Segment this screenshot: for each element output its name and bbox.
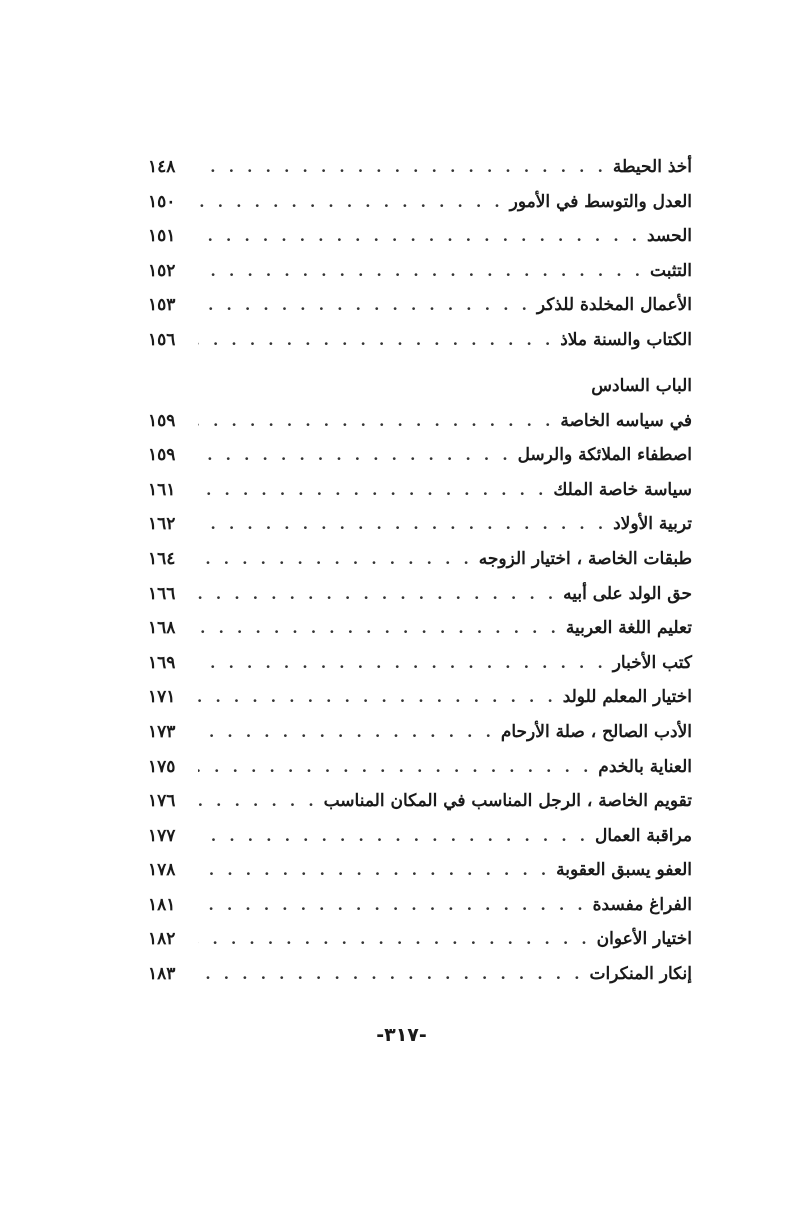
- toc-entry: [148, 150, 692, 185]
- toc-entry-page: ١٧١: [148, 687, 176, 708]
- toc-entry-page: ١٦٢: [148, 514, 176, 535]
- toc-entry-page: ١٦٤: [148, 548, 176, 569]
- toc-entry-title: الفراغ مفسدة: [592, 894, 692, 915]
- dot-leader: [198, 957, 583, 992]
- toc-entry-title: الأعمال المخلدة للذكر: [536, 295, 692, 316]
- toc-entry-title: العدل والتوسط في الأمور: [509, 191, 692, 212]
- toc-entry-title: حق الولد على أبيه: [563, 583, 692, 604]
- toc-entry-page: ١٧٨: [148, 860, 176, 881]
- toc-entry-title: كتب الأخبار: [612, 652, 692, 673]
- dot-leader: [198, 646, 607, 681]
- toc-entry-page: ١٨١: [148, 894, 176, 915]
- chapter-heading: الباب السادس: [591, 375, 692, 396]
- toc-entry: [148, 957, 692, 992]
- dot-leader: [198, 819, 589, 854]
- dot-leader: [198, 577, 557, 612]
- toc-entry: [148, 288, 692, 323]
- toc-entry-title: العفو يسبق العقوبة: [556, 860, 692, 881]
- toc-entry: [148, 922, 692, 957]
- toc-entry: [148, 254, 692, 289]
- dot-leader: [198, 888, 587, 923]
- dot-leader: [198, 473, 547, 508]
- toc-entry-title: مراقبة العمال: [595, 825, 692, 846]
- toc-entry-title: تقويم الخاصة ، الرجل المناسب في المكان المناسب: [323, 791, 692, 812]
- toc-entry-page: ١٦٨: [148, 618, 176, 639]
- dot-leader: [198, 542, 473, 577]
- dot-leader: [198, 750, 592, 785]
- toc-entry-title: طبقات الخاصة ، اختيار الزوجه: [478, 548, 692, 569]
- toc-entry: [148, 646, 692, 681]
- toc-entry: [148, 750, 692, 785]
- toc-entry-page: ١٥٩: [148, 445, 176, 466]
- dot-leader: [198, 853, 550, 888]
- dot-leader: [198, 680, 557, 715]
- toc-entry-page: ١٥٦: [148, 329, 176, 350]
- dot-leader: [198, 784, 318, 819]
- dot-leader: [198, 507, 607, 542]
- dot-leader: [198, 219, 641, 254]
- toc-entry-title: التثبت: [650, 260, 692, 281]
- toc-entry: [148, 784, 692, 819]
- toc-entry: [148, 680, 692, 715]
- toc-entry-title: اصطفاء الملائكة والرسل: [517, 445, 692, 466]
- toc-entry-title: الكتاب والسنة ملاذ: [560, 329, 692, 350]
- toc-entry-page: ١٧٧: [148, 825, 176, 846]
- toc-entry-page: ١٥٣: [148, 295, 176, 316]
- toc-entry: [148, 577, 692, 612]
- toc-entry-page: ١٦١: [148, 479, 176, 500]
- toc-entry-page: ١٦٩: [148, 652, 176, 673]
- dot-leader: [198, 185, 504, 220]
- dot-leader: [198, 288, 531, 323]
- toc-entry-page: ١٥٩: [148, 410, 176, 431]
- toc-entry-page: ١٥٠: [148, 191, 176, 212]
- toc-entry-title: سياسة خاصة الملك: [553, 479, 692, 500]
- toc-entry: [148, 219, 692, 254]
- toc-entry: [148, 853, 692, 888]
- toc-entry-page: ١٤٨: [148, 157, 176, 177]
- toc-entry: [148, 185, 692, 220]
- toc-entry-title: اختيار المعلم للولد: [562, 687, 692, 708]
- table-of-contents: [148, 150, 692, 992]
- toc-entry-page: ١٥١: [148, 226, 176, 247]
- toc-entry: [148, 438, 692, 473]
- toc-entry-title: في سياسه الخاصة: [560, 410, 692, 431]
- toc-entry-title: أخذ الحيطة: [612, 157, 692, 177]
- toc-entry-page: ١٧٥: [148, 756, 176, 777]
- toc-entry: [148, 542, 692, 577]
- toc-entry-title: تعليم اللغة العربية: [565, 618, 692, 639]
- toc-entry-title: اختيار الأعوان: [596, 929, 692, 950]
- page-number: -٣١٧-: [376, 1024, 427, 1046]
- dot-leader: [198, 254, 644, 289]
- toc-entry: [148, 323, 692, 358]
- toc-entry: [148, 473, 692, 508]
- toc-entry-page: ١٨٢: [148, 929, 176, 950]
- toc-entry-page: ١٦٦: [148, 583, 176, 604]
- toc-entry-title: الأدب الصالح ، صلة الأرحام: [500, 721, 692, 742]
- toc-entry: [148, 507, 692, 542]
- dot-leader: [198, 715, 495, 750]
- dot-leader: [198, 323, 554, 358]
- toc-entry-page: ١٧٣: [148, 721, 176, 742]
- toc-entry-title: إنكار المنكرات: [589, 964, 692, 985]
- dot-leader: [198, 150, 607, 185]
- toc-entry-title: العناية بالخدم: [598, 756, 692, 777]
- dot-leader: [198, 611, 560, 646]
- toc-entry: [148, 888, 692, 923]
- toc-entry-page: ١٥٢: [148, 260, 176, 281]
- toc-entry: [148, 819, 692, 854]
- dot-leader: [198, 404, 554, 439]
- toc-entry: [148, 404, 692, 439]
- toc-entry-page: ١٧٦: [148, 791, 176, 812]
- toc-entry: [148, 611, 692, 646]
- toc-entry-title: تربية الأولاد: [613, 514, 692, 535]
- toc-entry: [148, 715, 692, 750]
- dot-leader: [198, 438, 512, 473]
- dot-leader: [198, 922, 591, 957]
- toc-entry-title: الحسد: [647, 226, 692, 247]
- toc-entry-page: ١٨٣: [148, 964, 176, 985]
